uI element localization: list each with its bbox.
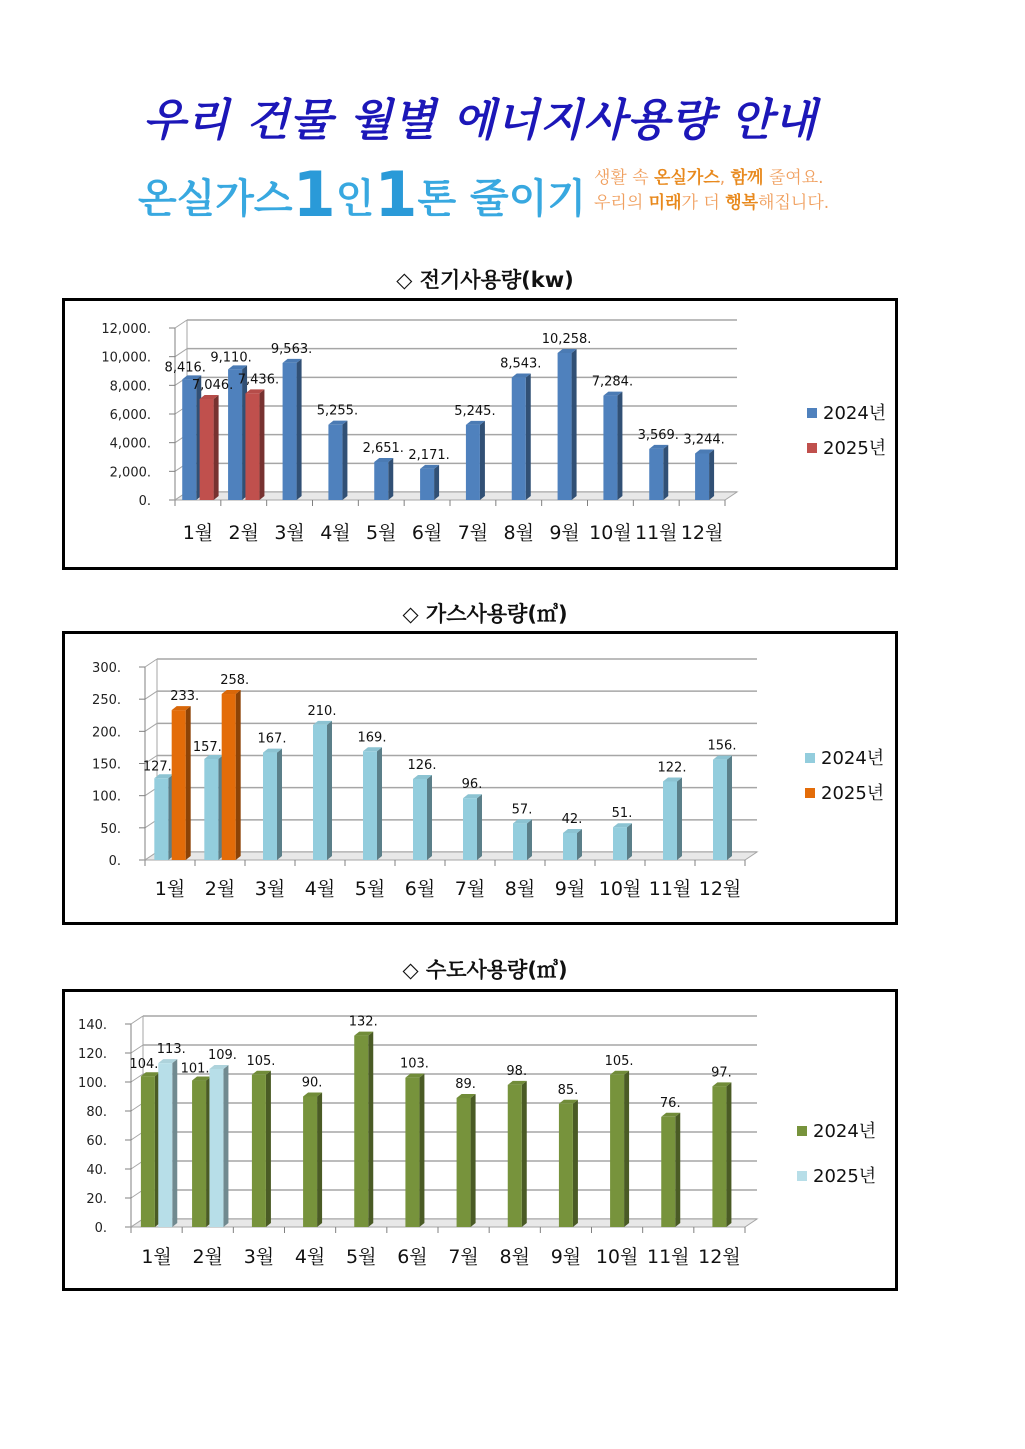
elec-bar-2024 (374, 462, 388, 500)
gas-bar-side (427, 775, 432, 860)
gas-category-label: 8월 (504, 878, 536, 900)
gas-bar-side (327, 721, 332, 860)
elec-bar-side (434, 465, 439, 500)
gas-category-label: 5월 (354, 878, 386, 900)
water-data-label: 132. (348, 1014, 378, 1030)
banner-num2: 1 (374, 158, 418, 231)
water-bar-2024 (559, 1104, 573, 1227)
tagline-1b: 온실가스 (654, 168, 720, 188)
elec-y-tick-label: 2,000. (109, 465, 151, 481)
water-bar-2024 (192, 1081, 206, 1227)
water-data-label: 98. (506, 1063, 528, 1079)
water-y-tick-label: 80. (86, 1105, 107, 1120)
gas-bar-2024 (563, 833, 577, 860)
water-y-tick-label: 100. (78, 1076, 107, 1091)
water-legend-label: 2025년 (813, 1166, 877, 1187)
water-bar-side (419, 1074, 424, 1227)
gas-chart (62, 631, 898, 925)
gas-bar-2024 (263, 753, 277, 860)
gas-category-label: 7월 (454, 878, 486, 900)
water-data-label: 103. (399, 1056, 429, 1072)
gas-category-label: 10월 (598, 878, 642, 900)
elec-side-gridline (175, 349, 187, 357)
elec-category-label: 5월 (366, 522, 397, 544)
water-y-tick-label: 60. (86, 1134, 107, 1149)
elec-data-label: 9,563. (270, 341, 313, 357)
gas-legend-swatch (805, 788, 815, 798)
water-bar-side (266, 1071, 271, 1227)
gas-data-label: 122. (657, 760, 687, 776)
banner-part2: 인 (335, 176, 375, 222)
elec-category-label: 7월 (457, 522, 489, 544)
elec-category-label: 10월 (589, 522, 632, 544)
tagline-2a: 우리의 (594, 193, 649, 213)
banner-part3: 톤 줄이기 (417, 176, 586, 222)
water-data-label: 90. (301, 1075, 323, 1091)
elec-data-label: 2,171. (408, 447, 450, 463)
water-y-tick-label: 120. (78, 1047, 107, 1062)
gas-data-label: 42. (561, 811, 583, 827)
gas-category-label: 9월 (554, 878, 586, 900)
water-category-label: 4월 (294, 1246, 326, 1268)
electricity-chart-svg (65, 301, 895, 567)
gas-y-tick-label: 200. (92, 725, 121, 741)
gas-bar-side (577, 829, 582, 860)
water-bar-2024 (354, 1036, 368, 1227)
elec-category-label: 11월 (634, 522, 678, 544)
water-category-label: 12월 (698, 1246, 741, 1268)
tagline-2c: 가 더 (681, 193, 726, 213)
gas-category-label: 1월 (154, 878, 186, 900)
water-bar-2024 (303, 1097, 317, 1228)
gas-legend-label: 2025년 (821, 783, 885, 804)
water-data-label: 85. (557, 1082, 579, 1098)
water-category-label: 2월 (192, 1246, 223, 1268)
gas-category-label: 3월 (254, 878, 286, 900)
elec-legend-label: 2024년 (823, 403, 887, 424)
elec-data-label: 8,416. (164, 360, 206, 376)
gas-side-gridline (145, 723, 157, 731)
banner-slogan (138, 158, 586, 231)
water-bar-side (172, 1059, 177, 1227)
gas-data-label: 233. (170, 689, 200, 705)
gas-bar-side (677, 778, 682, 860)
elec-bar-2024 (283, 363, 297, 500)
gas-bar-2025 (222, 694, 236, 860)
elec-data-label: 5,255. (316, 403, 359, 419)
campaign-banner (138, 152, 858, 231)
water-y-tick-label: 40. (86, 1163, 107, 1178)
elec-bar-side (526, 374, 531, 500)
water-bar-2024 (141, 1076, 155, 1227)
elec-bar-side (663, 445, 668, 500)
water-bar-side (368, 1032, 373, 1227)
gas-bar-side (627, 823, 632, 860)
elec-legend-swatch (807, 408, 817, 418)
gas-bar-2024 (713, 760, 727, 860)
elec-bar-2024 (420, 469, 434, 500)
electricity-chart-title: ◇ 전기사용량(kw) (396, 268, 574, 292)
gas-data-label: 126. (407, 757, 437, 773)
water-bar-2024 (508, 1085, 522, 1227)
gas-bar-2024 (313, 725, 327, 860)
elec-category-label: 2월 (228, 522, 259, 544)
gas-data-label: 169. (357, 730, 387, 746)
water-bar-2024 (712, 1086, 726, 1227)
water-category-label: 8월 (499, 1246, 530, 1268)
gas-bar-2025 (172, 710, 186, 860)
elec-bar-side (259, 389, 264, 500)
gas-data-label: 157. (192, 739, 222, 755)
water-bar-2024 (405, 1078, 419, 1227)
gas-data-label: 258. (220, 673, 250, 689)
gas-data-label: 51. (611, 806, 633, 822)
water-category-label: 1월 (141, 1246, 172, 1268)
elec-y-tick-label: 12,000. (101, 322, 151, 337)
elec-data-label: 9,110. (210, 350, 252, 366)
elec-side-gridline (175, 320, 187, 328)
tagline-1c: , (719, 168, 731, 188)
water-data-label: 113. (156, 1042, 186, 1058)
water-legend-swatch (797, 1171, 807, 1181)
elec-bar-2024 (603, 396, 617, 500)
water-data-label: 105. (604, 1053, 634, 1069)
gas-bar-2024 (663, 782, 677, 860)
gas-bar-2024 (613, 827, 627, 860)
banner-part1: 온실가스 (138, 176, 293, 222)
gas-bar-side (236, 690, 241, 860)
elec-data-label: 3,244. (683, 432, 725, 448)
water-side-gridline (131, 1045, 143, 1053)
elec-bar-2025 (200, 399, 214, 500)
elec-category-label: 12월 (680, 522, 724, 544)
water-bar-side (726, 1082, 731, 1227)
elec-bar-2024 (512, 378, 526, 500)
water-legend-label: 2024년 (813, 1121, 877, 1142)
elec-bar-2024 (328, 425, 342, 500)
elec-bar-2024 (466, 425, 480, 500)
gas-bar-2024 (204, 759, 218, 860)
gas-category-label: 2월 (204, 878, 236, 900)
gas-bar-2024 (413, 779, 427, 860)
elec-bar-side (342, 421, 347, 500)
gas-legend-label: 2024년 (821, 748, 885, 769)
banner-tagline (594, 166, 829, 216)
water-side-gridline (131, 1016, 143, 1024)
water-data-label: 76. (659, 1095, 681, 1111)
gas-data-label: 127. (142, 759, 172, 775)
gas-y-tick-label: 250. (92, 693, 121, 709)
water-category-label: 11월 (646, 1246, 690, 1268)
gas-bar-2024 (154, 778, 168, 860)
elec-data-label: 5,245. (454, 403, 496, 419)
elec-category-label: 3월 (274, 522, 305, 544)
water-bar-2025 (209, 1069, 223, 1227)
water-bar-side (675, 1113, 680, 1227)
elec-bar-side (480, 421, 485, 500)
elec-bar-side (214, 395, 219, 500)
tagline-1a: 생활 속 (594, 168, 655, 188)
water-y-tick-label: 0. (94, 1221, 107, 1236)
water-category-label: 5월 (346, 1246, 377, 1268)
gas-chart-svg (65, 634, 895, 922)
elec-y-tick-label: 10,000. (101, 350, 151, 366)
banner-num1: 1 (292, 158, 336, 231)
elec-data-label: 8,543. (500, 356, 542, 372)
water-data-label: 104. (129, 1057, 159, 1073)
water-chart-title: ◇ 수도사용량(㎥) (402, 958, 568, 982)
tagline-1d: 함께 (730, 168, 764, 188)
gas-bar-side (477, 794, 482, 860)
gas-bar-2024 (363, 751, 377, 860)
water-bar-side (624, 1071, 629, 1227)
elec-data-label: 3,569. (637, 427, 679, 443)
water-category-label: 6월 (397, 1246, 428, 1268)
water-data-label: 109. (207, 1047, 237, 1063)
gas-y-tick-label: 300. (92, 661, 121, 676)
water-data-label: 97. (711, 1065, 732, 1081)
elec-data-label: 2,651. (362, 441, 404, 457)
water-bar-2024 (610, 1075, 624, 1227)
water-data-label: 101. (180, 1061, 210, 1077)
elec-data-label: 7,436. (237, 372, 280, 388)
page-title: 우리 건물 월별 에너지사용량 안내 (142, 95, 818, 146)
elec-bar-2024 (558, 353, 572, 500)
gas-bar-side (377, 747, 382, 860)
water-bar-2024 (661, 1117, 675, 1227)
elec-legend-swatch (807, 443, 817, 453)
water-category-label: 10월 (595, 1246, 639, 1268)
gas-bar-side (277, 749, 282, 860)
gas-side-gridline (145, 659, 157, 667)
tagline-2d: 행복 (725, 193, 759, 213)
gas-side-gridline (145, 691, 157, 699)
gas-legend-swatch (805, 753, 815, 763)
elec-bar-side (617, 392, 622, 500)
elec-category-label: 6월 (411, 522, 443, 544)
water-bar-side (522, 1081, 527, 1227)
water-bar-side (573, 1100, 578, 1227)
tagline-2e: 해집니다. (758, 193, 830, 213)
water-category-label: 9월 (550, 1246, 582, 1268)
gas-data-label: 210. (307, 703, 337, 719)
gas-y-tick-label: 150. (92, 757, 121, 773)
elec-category-label: 9월 (549, 522, 580, 544)
gas-category-label: 12월 (698, 878, 742, 900)
gas-category-label: 4월 (304, 878, 336, 900)
water-data-label: 105. (246, 1053, 276, 1069)
water-bar-2024 (252, 1075, 266, 1227)
water-bar-side (471, 1094, 476, 1227)
gas-y-tick-label: 0. (108, 854, 121, 869)
gas-data-label: 156. (707, 738, 737, 754)
gas-data-label: 167. (257, 731, 287, 747)
elec-y-tick-label: 8,000. (109, 379, 151, 395)
water-bar-side (223, 1065, 228, 1227)
water-chart-svg (65, 992, 895, 1288)
water-y-tick-label: 20. (86, 1192, 107, 1207)
elec-bar-2025 (245, 393, 259, 500)
water-bar-side (317, 1093, 322, 1228)
elec-data-label: 7,284. (591, 374, 634, 390)
elec-data-label: 10,258. (541, 331, 592, 347)
gas-y-tick-label: 50. (100, 821, 121, 837)
gas-bar-side (727, 756, 732, 860)
elec-bar-2024 (182, 379, 196, 500)
water-y-tick-label: 140. (78, 1018, 107, 1033)
water-data-label: 89. (455, 1076, 476, 1092)
elec-bar-side (572, 349, 577, 500)
water-bar-2025 (158, 1063, 172, 1227)
elec-y-tick-label: 6,000. (109, 408, 151, 423)
water-category-label: 7월 (448, 1246, 479, 1268)
gas-bar-side (527, 819, 532, 860)
gas-category-label: 11월 (648, 878, 692, 900)
gas-category-label: 6월 (404, 878, 436, 900)
elec-y-tick-label: 4,000. (109, 436, 151, 452)
electricity-chart (62, 298, 898, 570)
elec-bar-side (297, 359, 302, 500)
elec-data-label: 7,046. (191, 378, 234, 394)
gas-data-label: 96. (461, 777, 483, 793)
gas-data-label: 57. (511, 802, 533, 818)
gas-y-tick-label: 100. (92, 789, 121, 805)
elec-bar-2024 (649, 449, 663, 500)
tagline-2b: 미래 (648, 193, 682, 213)
gas-bar-side (186, 706, 191, 860)
elec-bar-2024 (695, 454, 709, 500)
tagline-1e: 줄여요. (763, 168, 824, 188)
water-bar-2024 (457, 1098, 471, 1227)
elec-bar-side (709, 450, 714, 500)
water-legend-swatch (797, 1126, 807, 1136)
water-category-label: 3월 (243, 1246, 275, 1268)
elec-y-tick-label: 0. (138, 494, 151, 509)
gas-bar-2024 (513, 823, 527, 860)
gas-bar-2024 (463, 798, 477, 860)
elec-bar-side (388, 458, 393, 500)
gas-chart-title: ◇ 가스사용량(㎥) (402, 602, 568, 626)
elec-category-label: 4월 (320, 522, 351, 544)
elec-category-label: 1월 (182, 522, 214, 544)
water-chart (62, 989, 898, 1291)
elec-legend-label: 2025년 (823, 438, 887, 459)
elec-category-label: 8월 (503, 522, 534, 544)
